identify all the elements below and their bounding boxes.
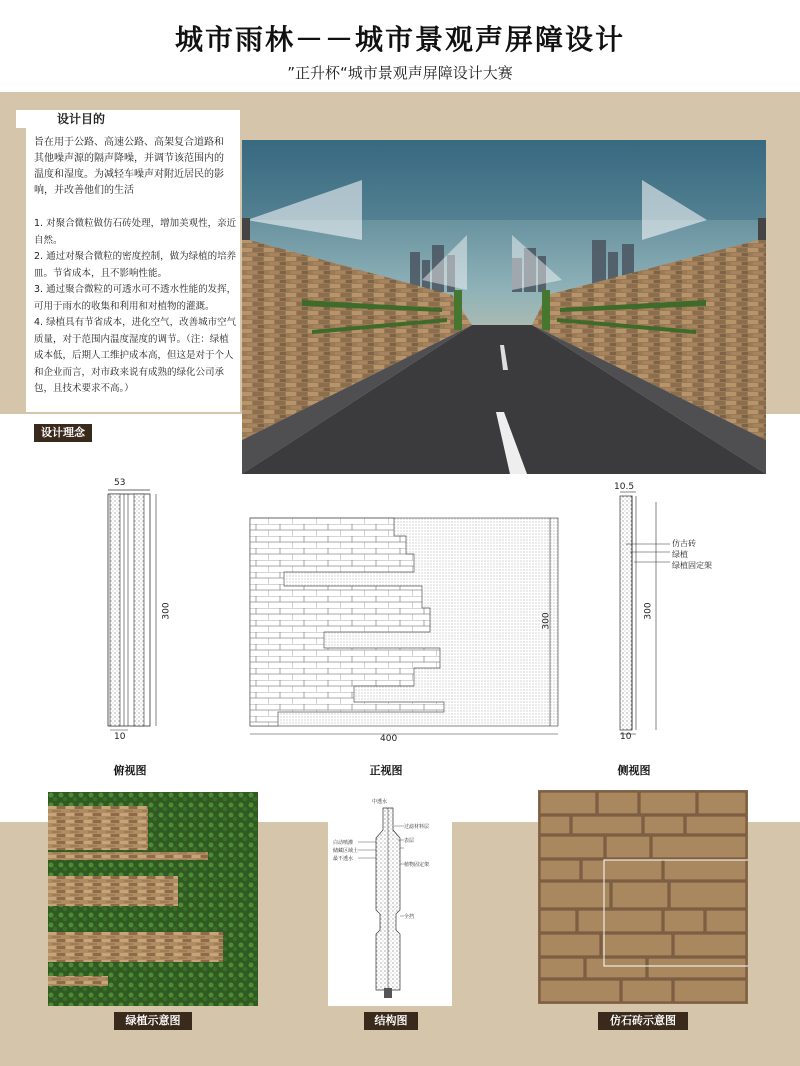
- purpose-point: 4. 绿植具有节省成本，进化空气，改善城市空气质量，对于范围内温度湿度的调节。（注：绿植成本低，后期人工维护成本高，但这是对于个人和企业而言，对市政来说有成熟的绿化公司承包，且技术要求不高。）: [34, 317, 237, 394]
- front-view-caption: 正视图: [369, 764, 403, 777]
- page-title: 城市雨林－－城市景观声屏障设计: [174, 23, 625, 56]
- front-view-dim-side: 300: [541, 612, 552, 630]
- purpose-intro: 旨在用于公路、高速公路、高架复合道路和其他噪声源的隔声降噪，并调节该范围内的温度和湿度。为减轻车噪声对附近居民的影响，并改善他们的生活: [34, 137, 224, 196]
- top-view-caption: 俯视图: [113, 764, 147, 777]
- side-view-dim-side: 300: [643, 602, 654, 620]
- purpose-heading: 设计目的: [16, 110, 146, 128]
- stone-brick-photo: [538, 790, 748, 1004]
- top-view-dim-bottom: 10: [114, 732, 126, 742]
- structure-label: 全挡: [404, 914, 415, 920]
- structure-label: 表层: [404, 838, 415, 844]
- structure-caption: 结构图: [364, 1012, 418, 1030]
- side-view-label-frame: 绿植固定架: [672, 561, 712, 570]
- concept-label: 设计理念: [34, 424, 92, 442]
- green-wall-photo: [48, 792, 258, 1006]
- side-view-caption: 侧视图: [617, 764, 651, 777]
- purpose-point: 1. 对聚合微粒做仿石砖处理，增加美观性，亲近自然。: [34, 218, 237, 246]
- top-view-dim-side: 300: [161, 602, 172, 620]
- structure-label: 储藏区域土: [333, 848, 359, 854]
- purpose-point: 2. 通过对聚合微粒的密度控制，做为绿植的培养皿。节省成本，且不影响性能。: [34, 251, 237, 279]
- structure-label: 中透水: [372, 799, 388, 805]
- structure-label: 最不透水: [333, 856, 354, 862]
- structure-label: 过滤材料层: [404, 824, 430, 830]
- purpose-points: [34, 216, 238, 398]
- purpose-point: 3. 通过聚合微粒的可透水可不透水性能的发挥，可用于雨水的收集和利用和对植物的灌溉。: [34, 284, 237, 312]
- side-view-dim-top: 10.5: [614, 482, 635, 492]
- side-view-dim-bottom: 10: [620, 732, 632, 742]
- top-view-dim-top: 53: [114, 478, 126, 488]
- stone-caption: 仿石砖示意图: [598, 1012, 688, 1030]
- structure-drawing: [328, 790, 452, 1006]
- road-rendering-image: [242, 140, 766, 474]
- side-view-drawing: [610, 488, 670, 744]
- side-view-label-plant: 绿植: [672, 550, 688, 559]
- front-view-dim-bottom: 400: [380, 734, 398, 744]
- page-subtitle: ”正升杯“城市景观声屏障设计大赛: [287, 64, 513, 82]
- side-view-label-stone: 仿古砖: [672, 539, 696, 548]
- structure-label: 白动喷灌: [333, 840, 354, 846]
- green-caption: 绿植示意图: [114, 1012, 192, 1030]
- structure-label: 植物固定架: [404, 862, 430, 868]
- front-view-drawing: [244, 512, 564, 748]
